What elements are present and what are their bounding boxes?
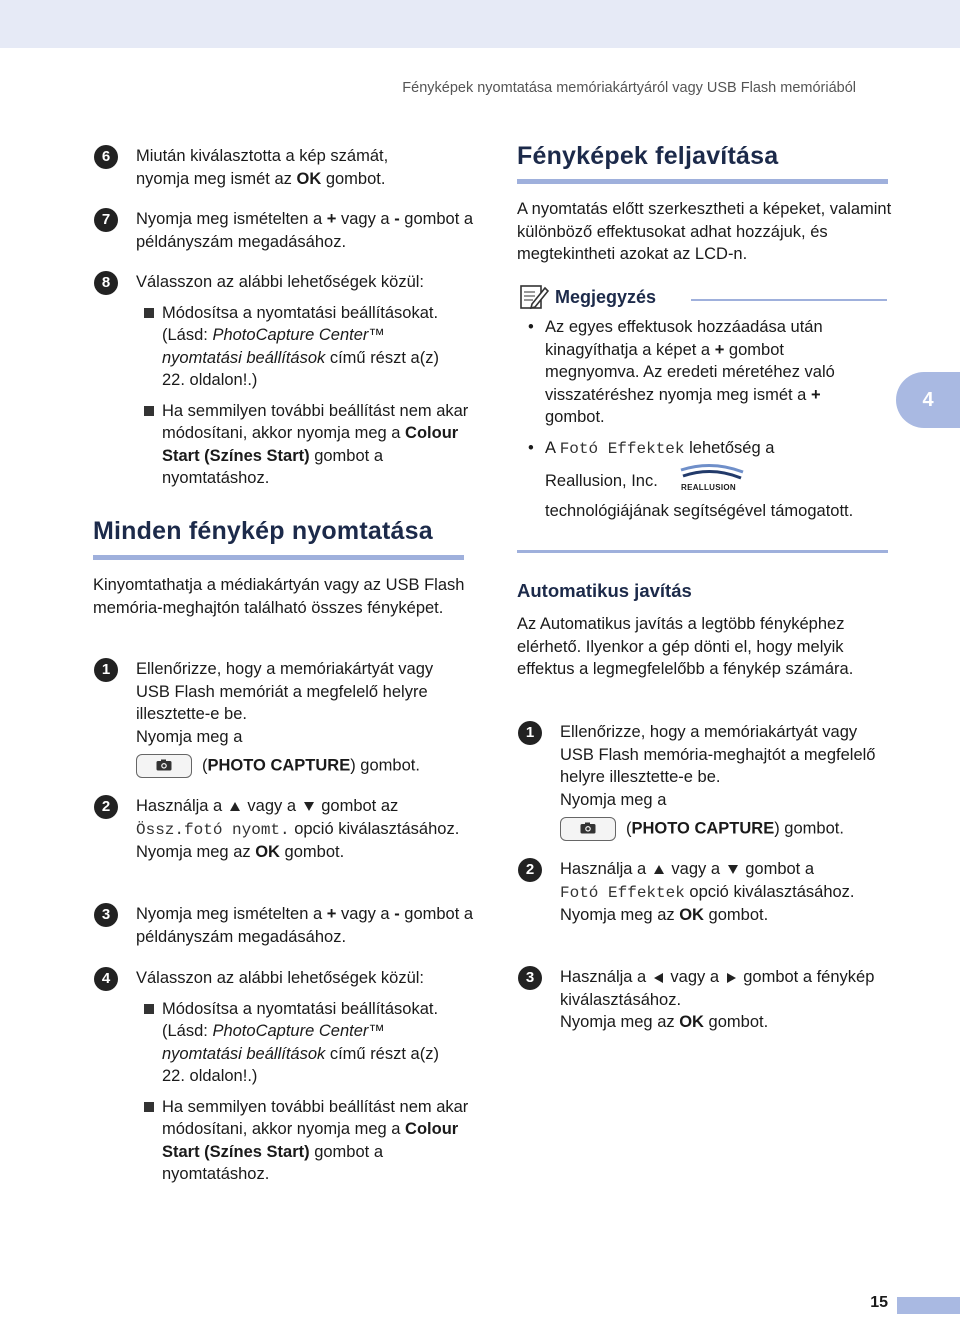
camera-icon (580, 822, 596, 834)
left-arrow-icon (654, 973, 663, 983)
step-1-left (94, 658, 474, 778)
step-4-left (94, 967, 474, 1186)
step-text: Ellenőrizze, hogy a memóriakártyát vagy USB Flash memória-meghajtót a megfelelő helyre illesztette-e be. Nyomja meg a (PHOTO CAPTURE) gombot. (560, 721, 898, 841)
step-3-right (518, 966, 898, 1034)
note-bottom-rule (517, 550, 888, 553)
step-number: 4 (94, 967, 118, 991)
note-pencil-icon (519, 282, 549, 310)
step-6 (94, 145, 474, 190)
step-number: 2 (94, 795, 118, 819)
step-1-right (518, 721, 898, 841)
option-modify-settings: Módosítsa a nyomtatási beállításokat. (Lásd: PhotoCapture Center™ nyomtatási beállítások című részt a(z) 22. oldalon!.) (136, 302, 462, 392)
step-text: Ellenőrizze, hogy a memóriakártyát vagy USB Flash memóriát a megfelelő helyre illesztette-e be. Nyomja meg a (PHOTO CAPTURE) gombot. (136, 658, 474, 778)
section-title-enhance: Fényképek feljavítása (517, 142, 779, 170)
step-2-right (518, 858, 898, 927)
reallusion-logo: REALLUSION (677, 462, 747, 496)
step-text: Használja a vagy a gombot a fénykép kiválasztásához. Nyomja meg az OK gombot. (560, 968, 875, 1031)
note-item: • Az egyes effektusok hozzáadása után kinagyíthatja a képet a + gombot megnyomva. Az eredeti méretéhez való visszatéréshez nyomja meg ismét a + gombot. (528, 318, 835, 426)
chapter-tab: 4 (896, 372, 960, 428)
step-text: Használja a vagy a gombot a Fotó Effektek opció kiválasztásához. Nyomja meg az OK gombot. (560, 860, 855, 924)
note-list (519, 316, 889, 523)
step-number: 6 (94, 145, 118, 169)
step-text: Nyomja meg ismételten a + vagy a - gombot a példányszám megadásához. (136, 905, 474, 946)
step-number: 8 (94, 271, 118, 295)
subsection-intro: Az Automatikus javítás a legtöbb fényképhez elérhető. Ilyenkor a gép dönti el, hogy melyik effektus a legmegfelelőbb a fénykép számára. (517, 615, 854, 678)
camera-icon (156, 759, 172, 771)
step-7 (94, 208, 474, 253)
option-print-now: Ha semmilyen további beállítást nem akar módosítani, akkor nyomja meg a Colour Start (Színes Start) gombot a nyomtatáshoz. (136, 400, 472, 490)
photo-capture-key (560, 817, 616, 841)
section-intro: A nyomtatás előtt szerkesztheti a képeket, valamint különböző effektusokat adhat hozzájuk, és megtekintheti azokat az LCD-n. (517, 200, 892, 263)
step-3-left (94, 903, 474, 948)
step-text: Nyomja meg ismételten a + vagy a - gombot a példányszám megadásához. (136, 210, 474, 251)
down-arrow-icon (304, 802, 314, 811)
section-rule (517, 179, 888, 184)
section-rule (93, 555, 464, 560)
top-band (0, 0, 960, 48)
subsection-title-auto-correct: Automatikus javítás (517, 580, 692, 601)
note-title: Megjegyzés (555, 287, 657, 307)
up-arrow-icon (230, 802, 240, 811)
step-number: 2 (518, 858, 542, 882)
step-number: 1 (94, 658, 118, 682)
right-arrow-icon (727, 973, 736, 983)
section-title-print-all: Minden fénykép nyomtatása (93, 517, 433, 545)
step-text: Miután kiválasztotta a kép számát, nyomja meg ismét az OK gombot. (136, 147, 389, 188)
up-arrow-icon (654, 865, 664, 874)
note-box (519, 282, 889, 529)
bullet-square-icon (144, 1102, 154, 1112)
step-number: 1 (518, 721, 542, 745)
running-header: Fényképek nyomtatása memóriakártyáról vagy USB Flash memóriából (402, 80, 856, 96)
page-number: 15 (870, 1294, 888, 1311)
down-arrow-icon (728, 865, 738, 874)
step-text: Használja a vagy a gombot az Össz.fotó nyomt. opció kiválasztásához. Nyomja meg az OK gombot. (136, 797, 460, 861)
bullet-square-icon (144, 308, 154, 318)
section-intro: Kinyomtathatja a médiakártyán vagy az USB Flash memória-meghajtón található összes fényképet. (93, 576, 465, 617)
photo-capture-key (136, 754, 192, 778)
step-number: 3 (94, 903, 118, 927)
bullet-square-icon (144, 1004, 154, 1014)
bullet-square-icon (144, 406, 154, 416)
page-number-band (897, 1297, 960, 1314)
note-item: • A Fotó Effektek lehetőség a Reallusion, Inc. REALLUSION technológiájának segítségével támogatott. (528, 438, 854, 520)
step-text: Válasszon az alábbi lehetőségek közül: Módosítsa a nyomtatási beállításokat. (Lásd: PhotoCapture Center™ nyomtatási beállítások című részt a(z) 22. oldalon!.) Ha semmilyen további beállítást nem akar módosítani, akkor nyomja meg a Colour Start (Színes Start) gombot a nyomtatáshoz. (136, 967, 474, 1186)
option-modify-settings: Módosítsa a nyomtatási beállításokat. (Lásd: PhotoCapture Center™ nyomtatási beállítások című részt a(z) 22. oldalon!.) (136, 998, 462, 1088)
note-header (519, 282, 889, 312)
step-number: 3 (518, 966, 542, 990)
option-print-now: Ha semmilyen további beállítást nem akar módosítani, akkor nyomja meg a Colour Start (Színes Start) gombot a nyomtatáshoz. (136, 1096, 472, 1186)
step-text: Válasszon az alábbi lehetőségek közül: Módosítsa a nyomtatási beállításokat. (Lásd: PhotoCapture Center™ nyomtatási beállítások című részt a(z) 22. oldalon!.) Ha semmilyen további beállítást nem akar módosítani, akkor nyomja meg a Colour Start (Színes Start) gombot a nyomtatáshoz. (136, 271, 474, 490)
step-2-left (94, 795, 474, 864)
note-title-rule (691, 299, 887, 301)
step-8 (94, 271, 474, 490)
step-number: 7 (94, 208, 118, 232)
